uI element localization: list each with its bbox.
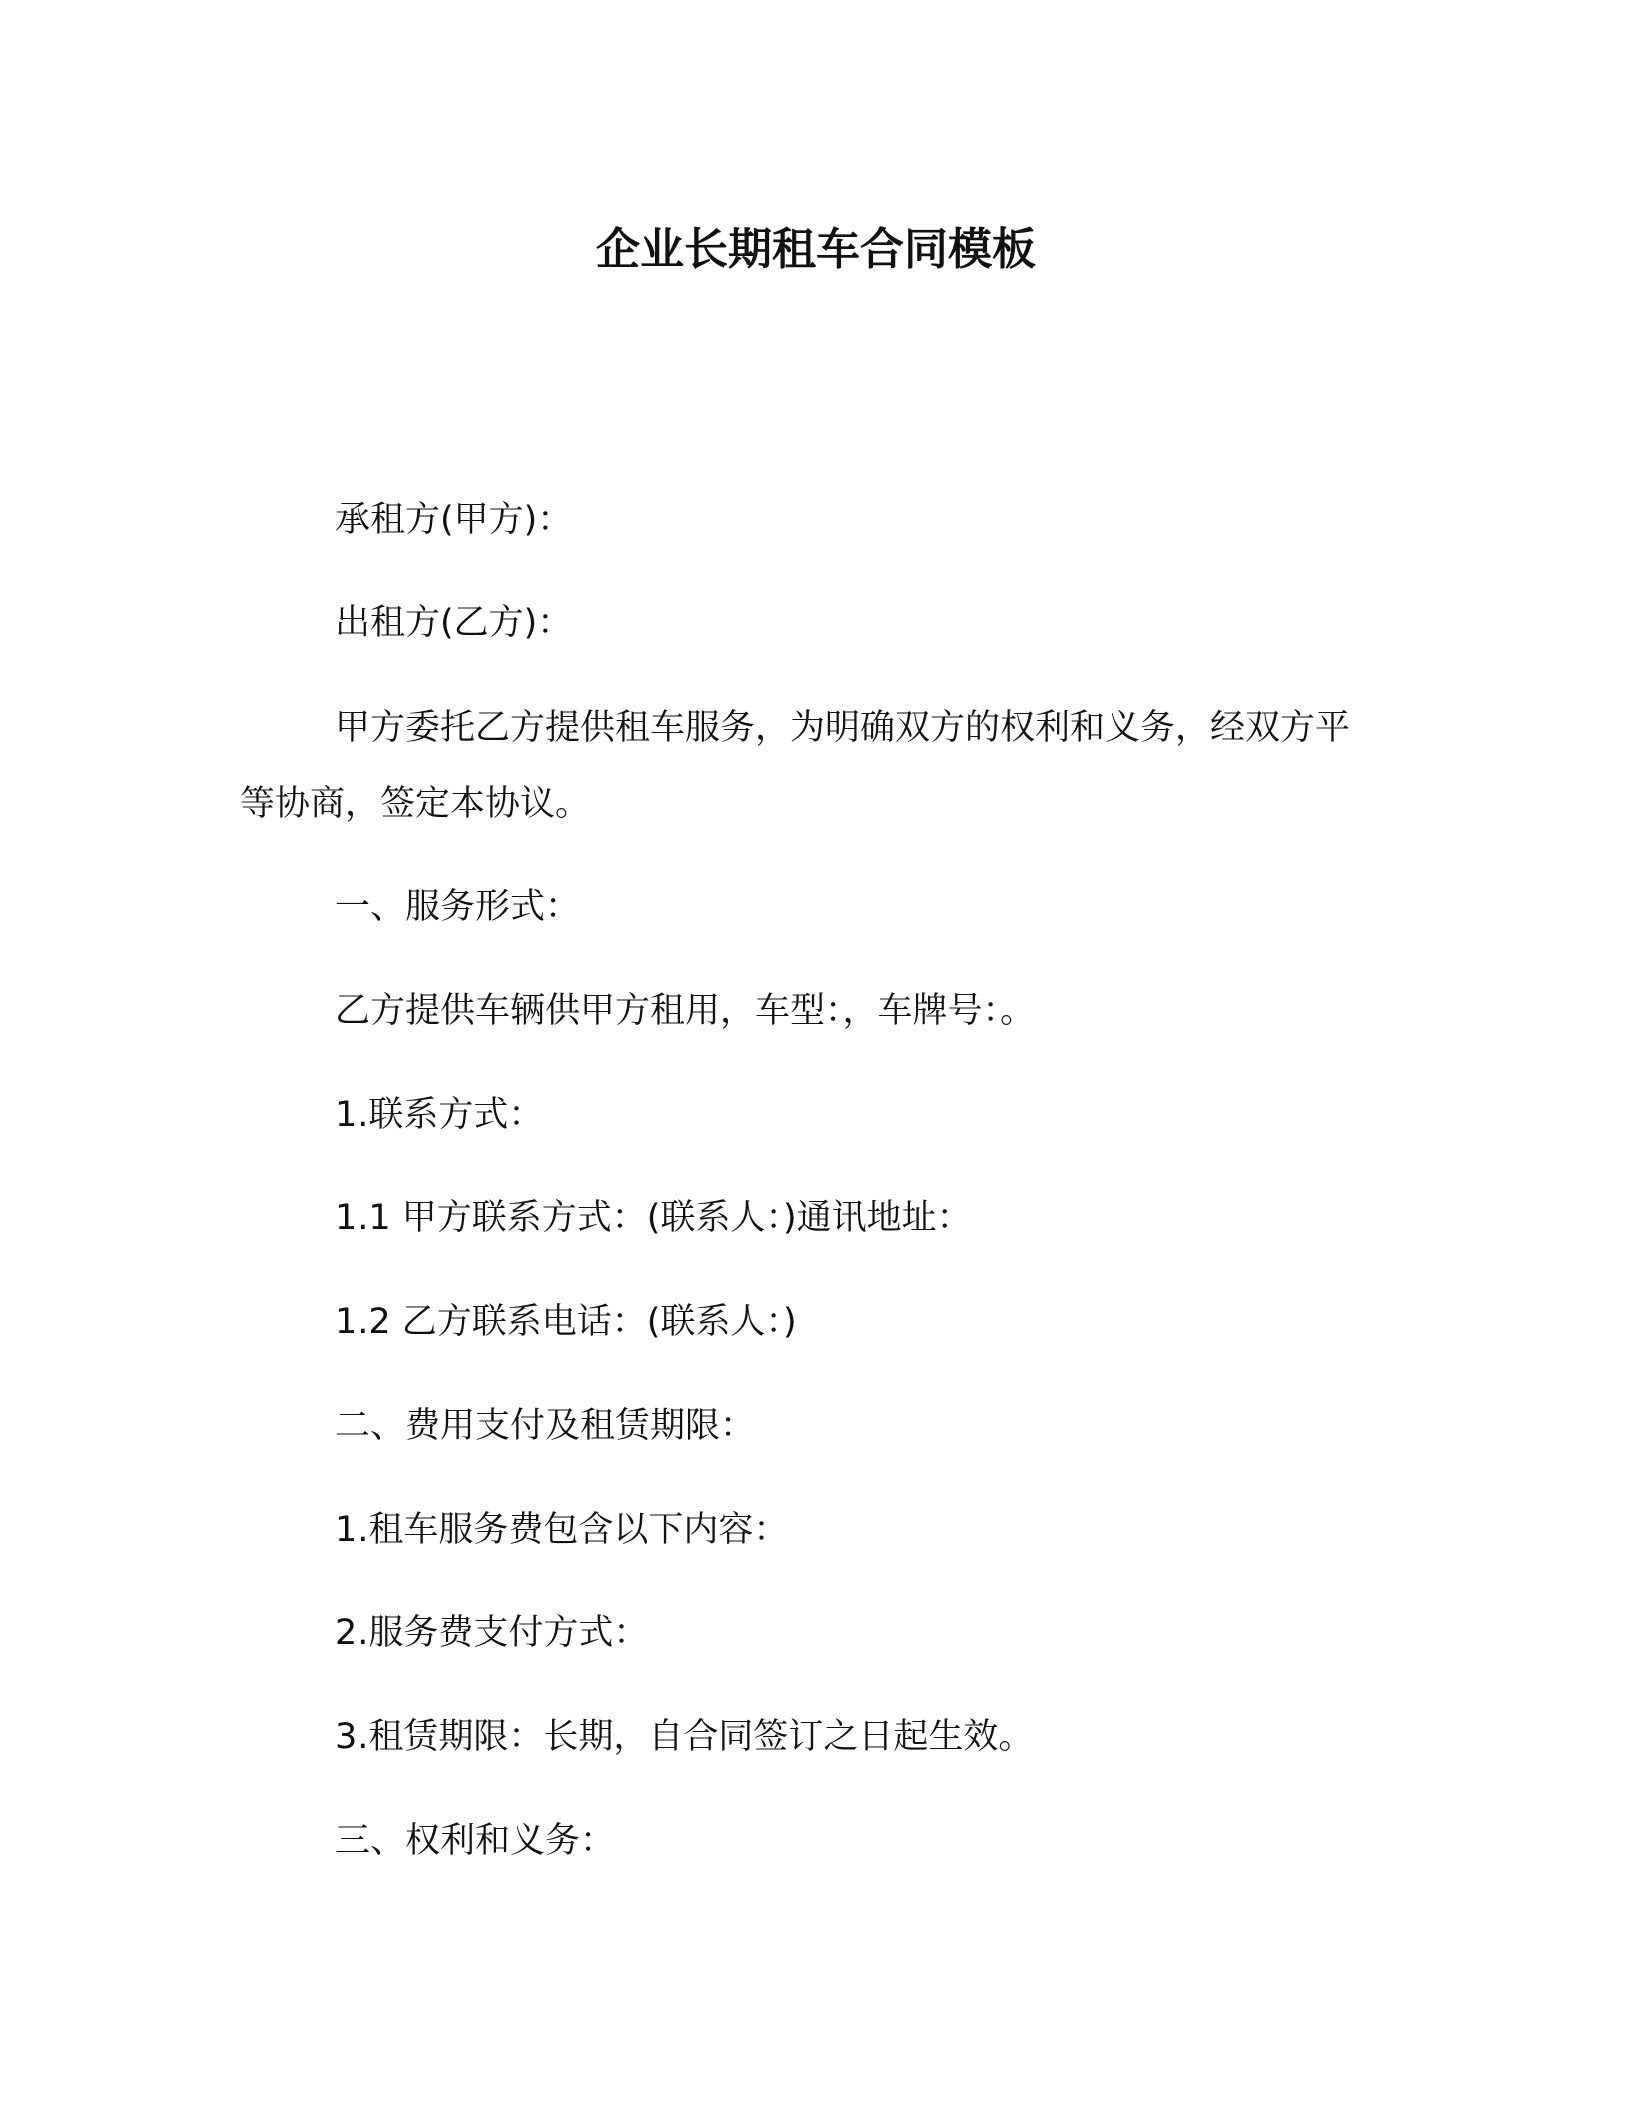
lessor-line: 出租方(乙方)： — [335, 603, 573, 643]
party-a-contact-line: 1.1 甲方联系方式：(联系人：)通讯地址： — [335, 1198, 972, 1238]
lessee-line: 承租方(甲方)： — [335, 500, 573, 540]
contact-heading: 1.联系方式： — [335, 1095, 544, 1135]
section-heading-service-form: 一、服务形式： — [335, 887, 581, 927]
vehicle-line: 乙方提供车辆供甲方租用，车型：，车牌号：。 — [335, 991, 1036, 1031]
lease-term-line: 3.租赁期限：长期，自合同签订之日起生效。 — [335, 1717, 1034, 1757]
party-b-contact-line: 1.2 乙方联系电话：(联系人：) — [335, 1302, 797, 1342]
payment-method-line: 2.服务费支付方式： — [335, 1613, 649, 1653]
preamble-paragraph: 甲方委托乙方提供租车服务，为明确双方的权利和义务，经双方平等协商，签定本协议。 — [240, 708, 1351, 824]
fee-content-line: 1.租车服务费包含以下内容： — [335, 1510, 789, 1550]
section-heading-fees-term: 二、费用支付及租赁期限： — [335, 1406, 756, 1446]
section-heading-rights-obligations: 三、权利和义务： — [335, 1821, 616, 1861]
document-title: 企业长期租车合同模板 — [596, 224, 1036, 275]
